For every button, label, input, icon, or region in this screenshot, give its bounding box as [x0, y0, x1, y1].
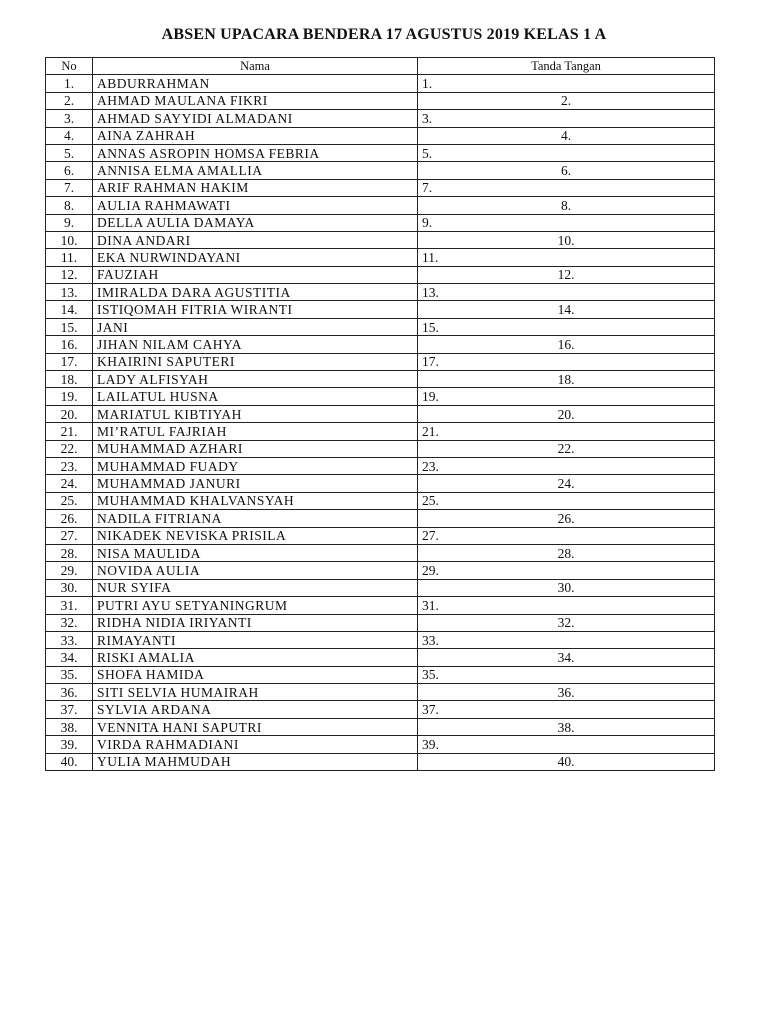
- row-number: 31.: [46, 597, 93, 614]
- table-row: [46, 614, 715, 631]
- student-name: LAILATUL HUSNA: [93, 388, 418, 405]
- student-name: DINA ANDARI: [93, 231, 418, 248]
- table-row: [46, 684, 715, 701]
- student-name: VENNITA HANI SAPUTRI: [93, 718, 418, 735]
- table-body: [46, 75, 715, 771]
- student-name: NUR SYIFA: [93, 579, 418, 596]
- table-row: [46, 266, 715, 283]
- student-name: AHMAD SAYYIDI ALMADANI: [93, 110, 418, 127]
- row-number: 22.: [46, 440, 93, 457]
- signature-cell[interactable]: 20.: [418, 405, 715, 422]
- student-name: NADILA FITRIANA: [93, 510, 418, 527]
- table-row: [46, 579, 715, 596]
- row-number: 16.: [46, 336, 93, 353]
- row-number: 30.: [46, 579, 93, 596]
- row-number: 32.: [46, 614, 93, 631]
- student-name: PUTRI AYU SETYANINGRUM: [93, 597, 418, 614]
- row-number: 4.: [46, 127, 93, 144]
- document-title: ABSEN UPACARA BENDERA 17 AGUSTUS 2019 KELAS 1 A: [161, 26, 607, 43]
- table-row: [46, 701, 715, 718]
- row-number: 7.: [46, 179, 93, 196]
- signature-cell[interactable]: 27.: [418, 527, 715, 544]
- row-number: 14.: [46, 301, 93, 318]
- table-row: [46, 336, 715, 353]
- student-name: SHOFA HAMIDA: [93, 666, 418, 683]
- row-number: 28.: [46, 544, 93, 561]
- student-name: MI’RATUL FAJRIAH: [93, 423, 418, 440]
- row-number: 37.: [46, 701, 93, 718]
- signature-cell[interactable]: 39.: [418, 736, 715, 753]
- signature-cell[interactable]: 6.: [418, 162, 715, 179]
- student-name: AINA ZAHRAH: [93, 127, 418, 144]
- table-row: [46, 231, 715, 248]
- student-name: ANNISA ELMA AMALLIA: [93, 162, 418, 179]
- signature-cell[interactable]: 25.: [418, 492, 715, 509]
- student-name: RIDHA NIDIA IRIYANTI: [93, 614, 418, 631]
- table-row: [46, 371, 715, 388]
- table-row: [46, 666, 715, 683]
- row-number: 40.: [46, 753, 93, 770]
- row-number: 35.: [46, 666, 93, 683]
- signature-cell[interactable]: 23.: [418, 457, 715, 474]
- row-number: 10.: [46, 231, 93, 248]
- row-number: 18.: [46, 371, 93, 388]
- student-name: AHMAD MAULANA FIKRI: [93, 92, 418, 109]
- header-signature: Tanda Tangan: [418, 58, 715, 75]
- student-name: ARIF RAHMAN HAKIM: [93, 179, 418, 196]
- signature-cell[interactable]: 32.: [418, 614, 715, 631]
- signature-cell[interactable]: 31.: [418, 597, 715, 614]
- signature-cell[interactable]: 19.: [418, 388, 715, 405]
- signature-cell[interactable]: 18.: [418, 371, 715, 388]
- row-number: 20.: [46, 405, 93, 422]
- row-number: 33.: [46, 631, 93, 648]
- table-row: [46, 179, 715, 196]
- signature-cell[interactable]: 2.: [418, 92, 715, 109]
- table-row: [46, 318, 715, 335]
- header-name: Nama: [93, 58, 418, 75]
- signature-cell[interactable]: 21.: [418, 423, 715, 440]
- student-name: NISA MAULIDA: [93, 544, 418, 561]
- row-number: 8.: [46, 197, 93, 214]
- table-row: [46, 544, 715, 561]
- table-row: [46, 649, 715, 666]
- table-row: [46, 162, 715, 179]
- student-name: EKA NURWINDAYANI: [93, 249, 418, 266]
- student-name: VIRDA RAHMADIANI: [93, 736, 418, 753]
- student-name: ABDURRAHMAN: [93, 75, 418, 92]
- header-no: No: [46, 58, 93, 75]
- signature-cell[interactable]: 14.: [418, 301, 715, 318]
- row-number: 39.: [46, 736, 93, 753]
- student-name: SITI SELVIA HUMAIRAH: [93, 684, 418, 701]
- table-row: [46, 127, 715, 144]
- table-row: [46, 144, 715, 161]
- row-number: 2.: [46, 92, 93, 109]
- student-name: JANI: [93, 318, 418, 335]
- row-number: 23.: [46, 457, 93, 474]
- signature-cell[interactable]: 33.: [418, 631, 715, 648]
- table-row: [46, 527, 715, 544]
- signature-cell[interactable]: 7.: [418, 179, 715, 196]
- table-row: [46, 562, 715, 579]
- row-number: 25.: [46, 492, 93, 509]
- signature-cell[interactable]: 26.: [418, 510, 715, 527]
- student-name: LADY ALFISYAH: [93, 371, 418, 388]
- table-row: [46, 510, 715, 527]
- row-number: 34.: [46, 649, 93, 666]
- student-name: IMIRALDA DARA AGUSTITIA: [93, 284, 418, 301]
- signature-cell[interactable]: 8.: [418, 197, 715, 214]
- student-name: KHAIRINI SAPUTERI: [93, 353, 418, 370]
- signature-cell[interactable]: 17.: [418, 353, 715, 370]
- signature-cell[interactable]: 11.: [418, 249, 715, 266]
- signature-cell[interactable]: 4.: [418, 127, 715, 144]
- student-name: ANNAS ASROPIN HOMSA FEBRIA: [93, 144, 418, 161]
- student-name: MUHAMMAD KHALVANSYAH: [93, 492, 418, 509]
- table-row: [46, 353, 715, 370]
- student-name: ISTIQOMAH FITRIA WIRANTI: [93, 301, 418, 318]
- student-name: JIHAN NILAM CAHYA: [93, 336, 418, 353]
- row-number: 29.: [46, 562, 93, 579]
- signature-cell[interactable]: 24.: [418, 475, 715, 492]
- table-row: [46, 197, 715, 214]
- row-number: 11.: [46, 249, 93, 266]
- student-name: RISKI AMALIA: [93, 649, 418, 666]
- signature-cell[interactable]: 38.: [418, 718, 715, 735]
- signature-cell[interactable]: 12.: [418, 266, 715, 283]
- student-name: AULIA RAHMAWATI: [93, 197, 418, 214]
- signature-cell[interactable]: 35.: [418, 666, 715, 683]
- table-row: [46, 457, 715, 474]
- signature-cell[interactable]: 10.: [418, 231, 715, 248]
- student-name: MUHAMMAD JANURI: [93, 475, 418, 492]
- student-name: MUHAMMAD FUADY: [93, 457, 418, 474]
- table-row: [46, 597, 715, 614]
- table-header-row: [46, 58, 715, 75]
- table-row: [46, 718, 715, 735]
- signature-cell[interactable]: 16.: [418, 336, 715, 353]
- row-number: 17.: [46, 353, 93, 370]
- row-number: 36.: [46, 684, 93, 701]
- signature-cell[interactable]: 3.: [418, 110, 715, 127]
- student-name: YULIA MAHMUDAH: [93, 753, 418, 770]
- signature-cell[interactable]: 9.: [418, 214, 715, 231]
- signature-cell[interactable]: 30.: [418, 579, 715, 596]
- row-number: 24.: [46, 475, 93, 492]
- signature-cell[interactable]: 22.: [418, 440, 715, 457]
- signature-cell[interactable]: 36.: [418, 684, 715, 701]
- signature-cell[interactable]: 29.: [418, 562, 715, 579]
- table-row: [46, 214, 715, 231]
- table-row: [46, 753, 715, 770]
- signature-cell[interactable]: 28.: [418, 544, 715, 561]
- row-number: 26.: [46, 510, 93, 527]
- student-name: NIKADEK NEVISKA PRISILA: [93, 527, 418, 544]
- row-number: 15.: [46, 318, 93, 335]
- signature-cell[interactable]: 1.: [418, 75, 715, 92]
- signature-cell[interactable]: 15.: [418, 318, 715, 335]
- signature-cell[interactable]: 37.: [418, 701, 715, 718]
- row-number: 38.: [46, 718, 93, 735]
- row-number: 27.: [46, 527, 93, 544]
- table-row: [46, 301, 715, 318]
- attendance-table: [45, 57, 715, 771]
- signature-cell[interactable]: 34.: [418, 649, 715, 666]
- table-row: [46, 110, 715, 127]
- row-number: 9.: [46, 214, 93, 231]
- signature-cell[interactable]: 40.: [418, 753, 715, 770]
- table-row: [46, 492, 715, 509]
- student-name: SYLVIA ARDANA: [93, 701, 418, 718]
- student-name: NOVIDA AULIA: [93, 562, 418, 579]
- signature-cell[interactable]: 13.: [418, 284, 715, 301]
- student-name: FAUZIAH: [93, 266, 418, 283]
- row-number: 6.: [46, 162, 93, 179]
- table-row: [46, 475, 715, 492]
- row-number: 5.: [46, 144, 93, 161]
- table-row: [46, 249, 715, 266]
- row-number: 21.: [46, 423, 93, 440]
- row-number: 12.: [46, 266, 93, 283]
- student-name: MARIATUL KIBTIYAH: [93, 405, 418, 422]
- table-row: [46, 423, 715, 440]
- student-name: DELLA AULIA DAMAYA: [93, 214, 418, 231]
- table-row: [46, 388, 715, 405]
- table-row: [46, 405, 715, 422]
- row-number: 13.: [46, 284, 93, 301]
- student-name: RIMAYANTI: [93, 631, 418, 648]
- signature-cell[interactable]: 5.: [418, 144, 715, 161]
- row-number: 3.: [46, 110, 93, 127]
- table-row: [46, 284, 715, 301]
- row-number: 19.: [46, 388, 93, 405]
- table-row: [46, 440, 715, 457]
- table-row: [46, 75, 715, 92]
- table-row: [46, 631, 715, 648]
- row-number: 1.: [46, 75, 93, 92]
- student-name: MUHAMMAD AZHARI: [93, 440, 418, 457]
- table-row: [46, 92, 715, 109]
- table-row: [46, 736, 715, 753]
